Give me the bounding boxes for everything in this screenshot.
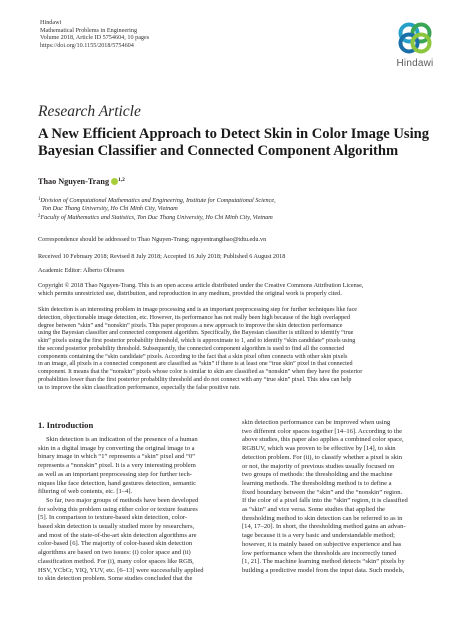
copyright-notice: Copyright © 2018 Thao Nguyen-Trang. This is an open access article distributed under the Creative Commons Attribution License, which permits unrestricted use, distribution, and reproduction in any medium, provided the original work is properly cited. xyxy=(38,282,364,297)
article-title: A New Efficient Approach to Detect Skin in Color Image Using Bayesian Classifier and Connected Component Algorithm xyxy=(38,126,430,159)
hindawi-rings-icon xyxy=(390,18,440,58)
journal-header xyxy=(40,19,149,49)
publisher-name: Hindawi xyxy=(40,19,62,26)
author-line xyxy=(38,177,125,186)
paragraph: Skin detection is an indication of the presence of a human skin in a digital image by converting the original image to a binary image in which “1” represents a “skin” pixel and “0” represents a “nonskin” pixel. It is a very interesting problem as well as an important preprocessing step for further tech- niques like face detection, hand gestures detection, semantic filtering of web contents, etc. [1–4]. xyxy=(38,436,198,496)
body-column-right: skin detection performance can be improved when using two different color spaces together [14–16]. According to the above studies, this paper also applies a combined color space, RGBUV, which was proven to be effective by [14], to skin detection problem. For (ii), to classify whether a pixel is skin or not, the majority of previous studies usually focused on two groups of methods: the thresholding and the machine learning methods. The thresholding method is to define a fixed boundary between the “skin” and the “nonskin” region. If the color of a pixel falls into the “skin” region, it is classified as “skin” and vice versa. Some studies that applied the thresholding method to skin detection can be referred to as in [14, 17–20]. In short, the thresholding method gains an advan- tage because it is a very basic and understandable method; however, it is mainly based on subjective experience and has low performance when the thresholds are incorrectly tuned [1, 21]. The machine learning method detects “skin” pixels by building a predictive model from the input data. Such models, xyxy=(242,419,408,574)
affiliation-1: $^1$Division of Computational Mathematics and Engineering, Institute for Computational Science, xyxy=(38,197,276,204)
affiliations xyxy=(38,196,438,222)
correspondence-line: Correspondence should be addressed to Thao Nguyen-Trang; nguyentrangthao@tdtu.edu.vn xyxy=(38,236,267,243)
logo-wordmark: Hindawi xyxy=(396,58,434,69)
affiliation-1-continued: Ton Duc Thang University, Ho Chi Minh City, Vietnam xyxy=(42,204,178,212)
article-type: Research Article xyxy=(38,103,141,120)
orcid-icon[interactable] xyxy=(111,178,118,185)
paragraph: So far, two major groups of methods have been developed for solving this problem using either color or texture features [5]. In comparison to texture-based skin detection, color- based skin detection is usually studied more by researchers, and most of the state-of-the-art skin detection algorithms are color-based [6]. The majority of color-based skin detection algorithms are based on two issues: (i) color space and (ii) classification method. For (i), many color spaces like RGB, HSV, YCbCr, YIQ, YUV, etc. [6–13] were successfully applied to skin detection problem. Some studies concluded that the xyxy=(38,496,204,583)
journal-name: Mathematical Problems in Engineering xyxy=(40,26,138,34)
hindawi-logo xyxy=(390,18,440,76)
author-affiliation-sup: 1,2 xyxy=(118,177,125,183)
volume-line: Volume 2018, Article ID 5754604, 10 pages xyxy=(40,34,150,42)
abstract: Skin detection is an interesting problem in image processing and is an important preprocessing step for further techniques like face detection, objectionable image detection, etc. However, its performance has not really been high because of the high overlapped degree between “skin” and “nonskin” pixels. This paper proposes a new approach to improve the skin detection performance using the Bayesian classifier and connected component algorithm. Specifically, the Bayesian classifier is utilized to identify “true skin” pixels using the first posterior probability threshold, which is approximate to 1, and to identify “skin candidate” pixels using the second posterior probability threshold. Subsequently, the connected component algorithm is used to find all the connected components containing the “skin candidate” pixels. According to the fact that a skin pixel often connects with other skin pixels in an image, all pixels in a connected component are classified as “skin” if there is at least one “true skin” pixel in that connected component. It means that the “nonskin” pixels whose color is similar to skin are classified as “nonskin” when they have the posterior probabilities lower than the first posterior probability threshold and do not connect with any “true skin” pixel. This idea can help us to improve the skin classification performance, especially the false positive rate. xyxy=(38,307,363,391)
author-name: Thao Nguyen-Trang xyxy=(38,177,110,186)
dates-line: Received 10 February 2018; Revised 8 July 2018; Accepted 16 July 2018; Published 6 August 2018 xyxy=(38,253,286,260)
section-heading-introduction: 1. Introduction xyxy=(38,420,94,430)
academic-editor-line: Academic Editor: Alberto Olivares xyxy=(38,267,125,274)
body-column-left xyxy=(38,436,234,584)
doi-link[interactable]: https://doi.org/10.1155/2018/5754604 xyxy=(40,41,134,49)
affiliation-2: $^2$Faculty of Mathematics and Statistics, Ton Duc Thang University, Ho Chi Minh City, Vietnam xyxy=(38,213,273,221)
